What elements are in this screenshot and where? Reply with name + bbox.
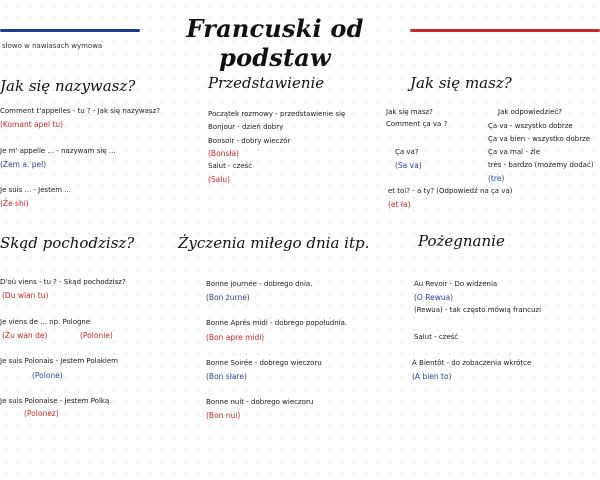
pronunciation: (Że shi) <box>0 199 29 208</box>
heading-skad-pochodzisz: Skąd pochodzisz? <box>0 234 135 252</box>
text-line: Jak się masz? <box>386 108 433 116</box>
text-line: Bonsoir - dobry wieczór <box>208 137 291 145</box>
heading-jak-sie-masz: Jak się masz? <box>410 74 512 92</box>
text-line: Je suis Polonaise - Jestem Polką <box>0 397 110 405</box>
pronunciation: (Bon nui) <box>206 411 241 420</box>
pronunciation: (Polonie) <box>80 331 113 340</box>
pronunciation: (Bon apre midi) <box>206 333 265 342</box>
text-line: Bonne Après midi - dobrego popołudnia. <box>206 319 348 327</box>
text-line: Salut - cześć <box>208 162 253 170</box>
text-line: et toi? - a ty? (Odpowiedź na ça va) <box>388 187 513 195</box>
text-line: Ça va mal - źle <box>488 148 541 156</box>
text-line: Ça va - wszystko dobrze <box>488 122 573 130</box>
text-line: très - bardzo (możemy dodać) <box>488 161 594 169</box>
heading-pozegnanie: Pożegnanie <box>418 232 505 250</box>
pronunciation: (Polonez) <box>24 409 59 418</box>
text-line: Je suis Polonais - Jestem Polakiem <box>0 357 118 365</box>
pronunciation: (Sa va) <box>395 161 422 170</box>
text-line: Comment ça va ? <box>386 120 448 128</box>
pronunciation: (A bien to) <box>412 372 452 381</box>
pronunciation: (Bon żurne) <box>206 293 250 302</box>
title-line-red <box>410 29 600 32</box>
text-line: Salut - cześć <box>414 333 459 341</box>
pronunciation: (O Rewua) <box>414 293 454 302</box>
pronunciation: (Żem a. pel) <box>0 160 47 169</box>
pronunciation: (Żu wan de) <box>2 331 48 340</box>
pronunciation: (tre) <box>488 174 505 183</box>
text-line: Bonne journée - dobrego dnia. <box>206 280 313 288</box>
text-line: Je m' appelle ... - nazywam się ... <box>0 147 116 155</box>
text-line: Początek rozmowy - przedstawienie się <box>208 110 346 118</box>
text-line: Jak odpowiedzieć? <box>498 108 562 116</box>
heading-zyczenia: Życzenia miłego dnia itp. <box>178 234 370 252</box>
pronunciation: (Polone) <box>32 371 63 380</box>
pronunciation: (Salu) <box>208 175 231 184</box>
text-line: Je suis ... - Jestem ... <box>0 186 71 194</box>
page-subtitle: słowo w nawiasach wymowa <box>2 42 103 50</box>
text-line: Je viens de ... np. Pologne <box>0 318 91 326</box>
pronunciation: (Bon słare) <box>206 372 247 381</box>
text-line: (Rewua) - tak często mówią francuzi <box>414 306 542 314</box>
pronunciation: (Du wian tu) <box>2 291 49 300</box>
text-line: Bonne nuit - dobrego wieczoru <box>206 398 314 406</box>
text-line: À Bientôt - do zobaczenia wkrótce <box>412 359 532 367</box>
text-line: Bonjour - dzień dobry <box>208 123 284 131</box>
pronunciation: (Komant apel tu) <box>0 120 64 129</box>
text-line: Au Revoir - Do widzenia <box>414 280 498 288</box>
text-line: Ça va bien - wszystko dobrze <box>488 135 591 143</box>
page-title: Francuski od podstaw <box>186 14 364 72</box>
text-line: Comment t'appelles - tu ? - Jak się nazywasz? <box>0 107 160 115</box>
pronunciation: (Bonsła) <box>208 149 239 158</box>
text-line: Bonne Soirée - dobrego wieczoru <box>206 359 322 367</box>
title-line-blue <box>0 29 140 32</box>
text-line: D'où viens - tu ? - Skąd pochodzisz? <box>0 278 126 286</box>
heading-przedstawienie: Przedstawienie <box>208 74 325 92</box>
heading-jak-sie-nazywasz: Jak się nazywasz? <box>0 77 136 95</box>
text-line: Ça va? <box>395 148 419 156</box>
pronunciation: (et ła) <box>388 200 411 209</box>
